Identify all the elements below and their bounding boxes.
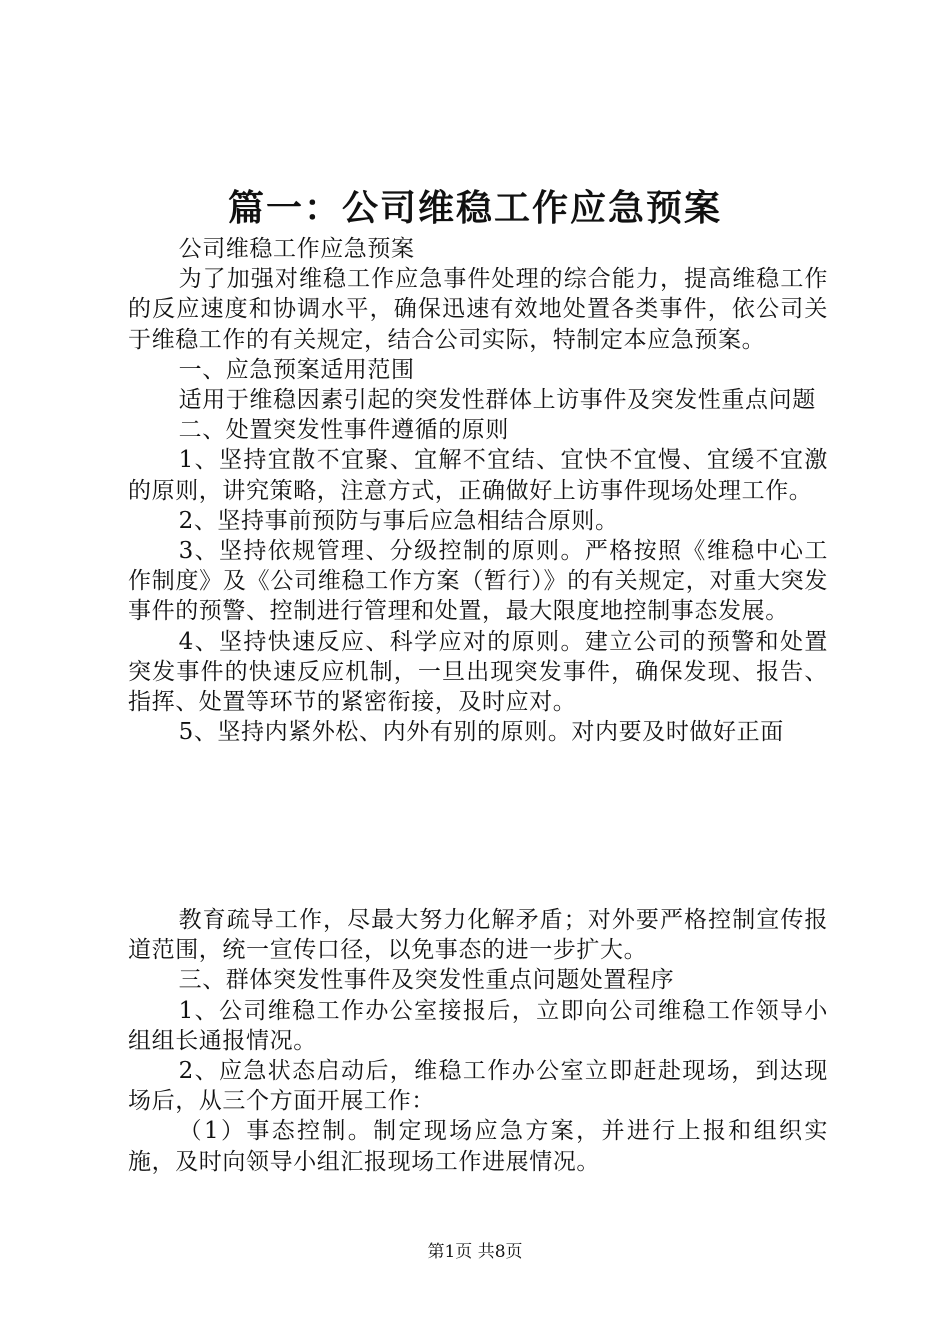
section-heading: 一、应急预案适用范围 (178, 356, 415, 383)
paragraph: 适用于维稳因素引起的突发性群体上访事件及突发性重点问题 (178, 387, 816, 414)
paragraph: 2、应急状态启动后，维稳工作办公室立即赶赴现场，到达现场后，从三个方面开展工作： (128, 1058, 828, 1115)
paragraph: 3、坚持依规管理、分级控制的原则。严格按照《维稳中心工作制度》及《公司维稳工作方案（暂行）》的有关规定，对重大突发事件的预警、控制进行管理和处置，最大限度地控制事态发展。 (128, 538, 828, 625)
paragraph: 1、公司维稳工作办公室接报后，立即向公司维稳工作领导小组组长通报情况。 (128, 997, 828, 1054)
paragraph: 为了加强对维稳工作应急事件处理的综合能力，提高维稳工作的反应速度和协调水平，确保迅速有效地处置各类事件，依公司关于维稳工作的有关规定，结合公司实际，特制定本应急预案。 (128, 266, 828, 353)
paragraph: 1、坚持宜散不宜聚、宜解不宜结、宜快不宜慢、宜缓不宜激的原则，讲究策略，注意方式，正确做好上访事件现场处理工作。 (128, 447, 828, 504)
paragraph: 5、坚持内紧外松、内外有别的原则。对内要及时做好正面 (178, 719, 784, 746)
paragraph: （1）事态控制。制定现场应急方案，并进行上报和组织实施，及时向领导小组汇报现场工作进展情况。 (128, 1118, 828, 1175)
document-title: 篇一：公司维稳工作应急预案 (227, 187, 722, 229)
paragraph: 2、坚持事前预防与事后应急相结合原则。 (178, 507, 619, 534)
section-heading: 二、处置突发性事件遵循的原则 (178, 417, 509, 444)
paragraph: 4、坚持快速反应、科学应对的原则。建立公司的预警和处置突发事件的快速反应机制，一旦出现突发事件，确保发现、报告、指挥、处置等环节的紧密衔接，及时应对。 (128, 628, 828, 716)
section-heading: 三、群体突发性事件及突发性重点问题处置程序 (178, 967, 675, 994)
paragraph: 公司维稳工作应急预案 (178, 236, 415, 262)
page-footer: 第1页 共8页 (427, 1242, 523, 1262)
body-section-1 (128, 234, 828, 747)
paragraph: 教育疏导工作，尽最大努力化解矛盾；对外要严格控制宣传报道范围，统一宣传口径，以免事态的进一步扩大。 (128, 907, 828, 964)
body-section-2 (128, 905, 828, 1177)
